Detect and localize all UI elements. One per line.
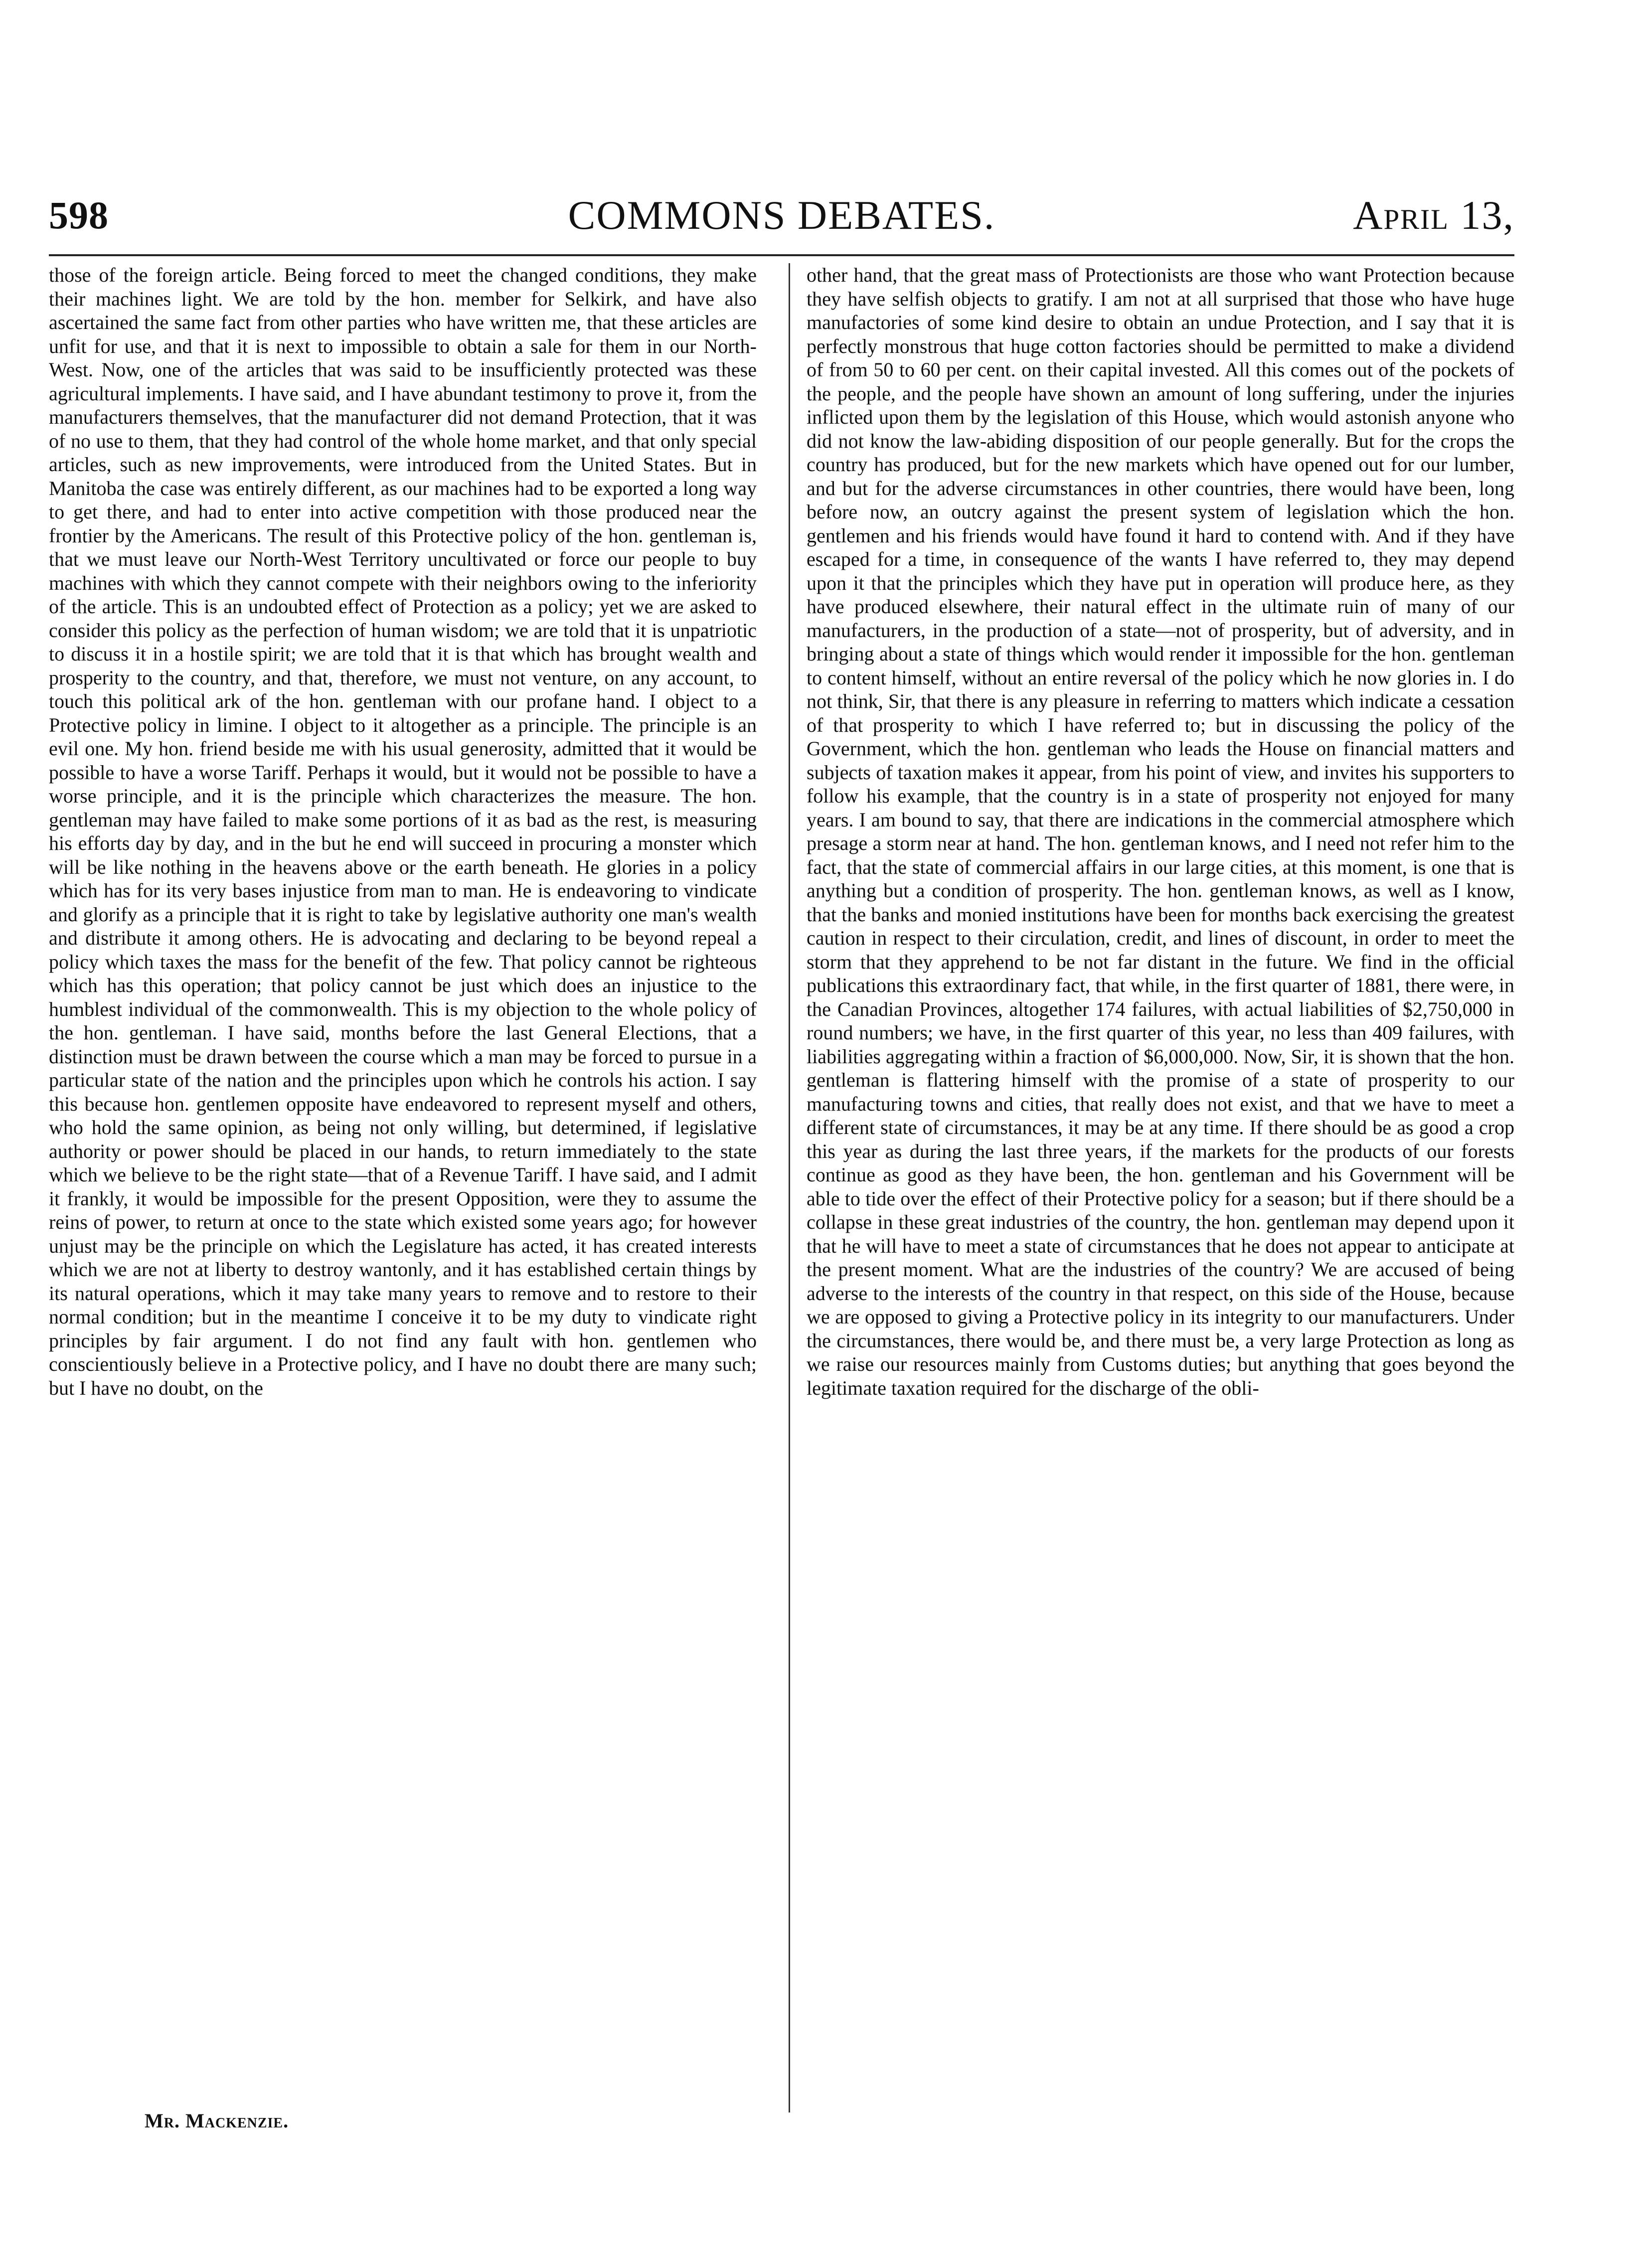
page-number: 598	[49, 193, 109, 237]
right-column	[807, 263, 1514, 1400]
journal-title: COMMONS DEBATES.	[568, 192, 995, 238]
header-date: April 13,	[1353, 192, 1514, 238]
speaker-footer: Mr. Mackenzie.	[145, 2109, 289, 2132]
right-column-text: other hand, that the great mass of Protectionists are those who want Protection because they have selfish objects to gratify. I am not at all surprised that those who have huge manufactories of some kind desire to obtain an undue Protection, and I say that it is perfectly monstrous that huge cotton factories should be permitted to make a dividend of from 50 to 60 per cent. on their capital invested. All this comes out of the pockets of the people, and the people have shown an amount of long suffering, under the injuries inflicted upon them by the legislation of this House, which would astonish anyone who did not know the law-abiding disposition of our people generally. But for the crops the country has produced, but for the new markets which have opened out for our lumber, and but for the adverse circumstances in other countries, there would have been, long before now, an outcry against the present system of legislation which the hon. gentlemen and his friends would have found it hard to contend with. And if they have escaped for a time, in consequence of the wants I have referred to, they may depend upon it that the principles which they have put in operation will produce here, as they have produced elsewhere, their natural effect in the ultimate ruin of many of our manufacturers, in the production of a state—not of prosperity, but of adversity, and in bringing about a state of things which would render it impossible for the hon. gentleman to content himself, without an entire reversal of the policy which he now glories in. I do not think, Sir, that there is any pleasure in referring to matters which indicate a cessation of that prosperity to which I have referred to; but in discussing the policy of the Government, which the hon. gentleman who leads the House on financial matters and subjects of taxation makes it appear, from his point of view, and invites his supporters to follow his example, that the country is in a state of prosperity not enjoyed for many years. I am bound to say, that there are indications in the commercial atmosphere which presage a storm near at hand. The hon. gentleman knows, and I need not refer him to the fact, that the state of commercial affairs in our large cities, at this moment, is one that is anything but a condition of prosperity. The hon. gentleman knows, as well as I know, that the banks and monied institutions have been for months back exercising the greatest caution in respect to their circulation, credit, and lines of discount, in order to meet the storm that they apprehend to be not far distant in the future. We find in the official publications this extraordinary fact, that while, in the first quarter of 1881, there were, in the Canadian Provinces, altogether 174 failures, with actual liabilities of $2,750,000 in round numbers; we have, in the first quarter of this year, no less than 409 failures, with liabilities aggregating within a fraction of $6,000,000. Now, Sir, it is shown that the hon. gentleman is flattering himself with the promise of a state of prosperity to our manufacturing towns and cities, that really does not exist, and that we have to meet a different state of circumstances, it may be at any time. If there should be as good a crop this year as during the last three years, if the markets for the products of our forests continue as good as they have been, the hon. gentleman and his Government will be able to tide over the effect of their Protective policy for a season; but if there should be a collapse in these great industries of the country, the hon. gentleman may depend upon it that he will have to meet a state of circumstances that he does not appear to anticipate at the present moment. What are the industries of the country? We are accused of being adverse to the interests of the country in that respect, on this side of the House, because we are opposed to giving a Protective policy in its integrity to our manufacturers. Under the circumstances, there would be, and there must be, a very large Protection as long as we raise our resources mainly from Customs duties; but anything that goes beyond the legitimate taxation required for the discharge of the obli-	[807, 264, 1514, 1399]
left-column	[49, 263, 757, 1400]
header-rule	[49, 254, 1514, 256]
left-column-text: those of the foreign article. Being forced to meet the changed conditions, they make their machines light. We are told by the hon. member for Selkirk, and have also ascertained the same fact from other parties who have written me, that these articles are unfit for use, and that it is next to impossible to obtain a sale for them in our North-West. Now, one of the articles that was said to be insufficiently protected was these agricultural implements. I have said, and I have abundant testimony to prove it, from the manufacturers themselves, that the manufacturer did not demand Protection, that it was of no use to them, that they had control of the whole home market, and that only special articles, such as new improvements, were introduced from the United States. But in Manitoba the case was entirely different, as our machines had to be exported a long way to get there, and had to enter into active competition with those produced near the frontier by the Americans. The result of this Protective policy of the hon. gentleman is, that we must leave our North-West Territory uncultivated or force our people to buy machines with which they cannot compete with their neighbors owing to the inferiority of the article. This is an undoubted effect of Protection as a policy; yet we are asked to consider this policy as the perfection of human wisdom; we are told that it is unpatriotic to discuss it in a hostile spirit; we are told that it is that which has brought wealth and prosperity to the country, and that, therefore, we must not venture, on any account, to touch this political ark of the hon. gentleman with our profane hand. I object to a Protective policy in limine. I object to it altogether as a principle. The principle is an evil one. My hon. friend beside me with his usual generosity, admitted that it would be possible to have a worse Tariff. Perhaps it would, but it would not be possible to have a worse principle, and it is the principle which characterizes the measure. The hon. gentleman may have failed to make some portions of it as bad as the rest, is measuring his efforts day by day, and in the but he end will succeed in procuring a monster which will be like nothing in the heavens above or the earth beneath. He glories in a policy which has for its very bases injustice from man to man. He is endeavoring to vindicate and glorify as a principle that it is right to take by legislative authority one man's wealth and distribute it among others. He is advocating and declaring to be beyond repeal a policy which taxes the mass for the benefit of the few. That policy cannot be righteous which has this operation; that policy cannot be just which does an injustice to the humblest individual of the commonwealth. This is my objection to the whole policy of the hon. gentleman. I have said, months before the last General Elections, that a distinction must be drawn between the course which a man may be forced to pursue in a particular state of the nation and the principles upon which he controls his action. I say this because hon. gentlemen opposite have endeavored to represent myself and others, who hold the same opinion, as being not only willing, but determined, if legislative authority or power should be placed in our hands, to return immediately to the state which we believe to be the right state—that of a Revenue Tariff. I have said, and I admit it frankly, it would be impossible for the present Opposition, were they to assume the reins of power, to return at once to the state which existed some years ago; for however unjust may be the principle on which the Legislature has acted, it has created interests which we are not at liberty to destroy wantonly, and it has established certain things by its natural operations, which it may take many years to remove and to restore to their normal condition; but in the meantime I conceive it to be my duty to vindicate right principles by fair argument. I do not find any fault with hon. gentlemen who conscientiously believe in a Protective policy, and I have no doubt there are many such; but I have no doubt, on the	[49, 264, 757, 1399]
column-divider	[789, 263, 790, 2112]
page-header	[49, 185, 1514, 245]
